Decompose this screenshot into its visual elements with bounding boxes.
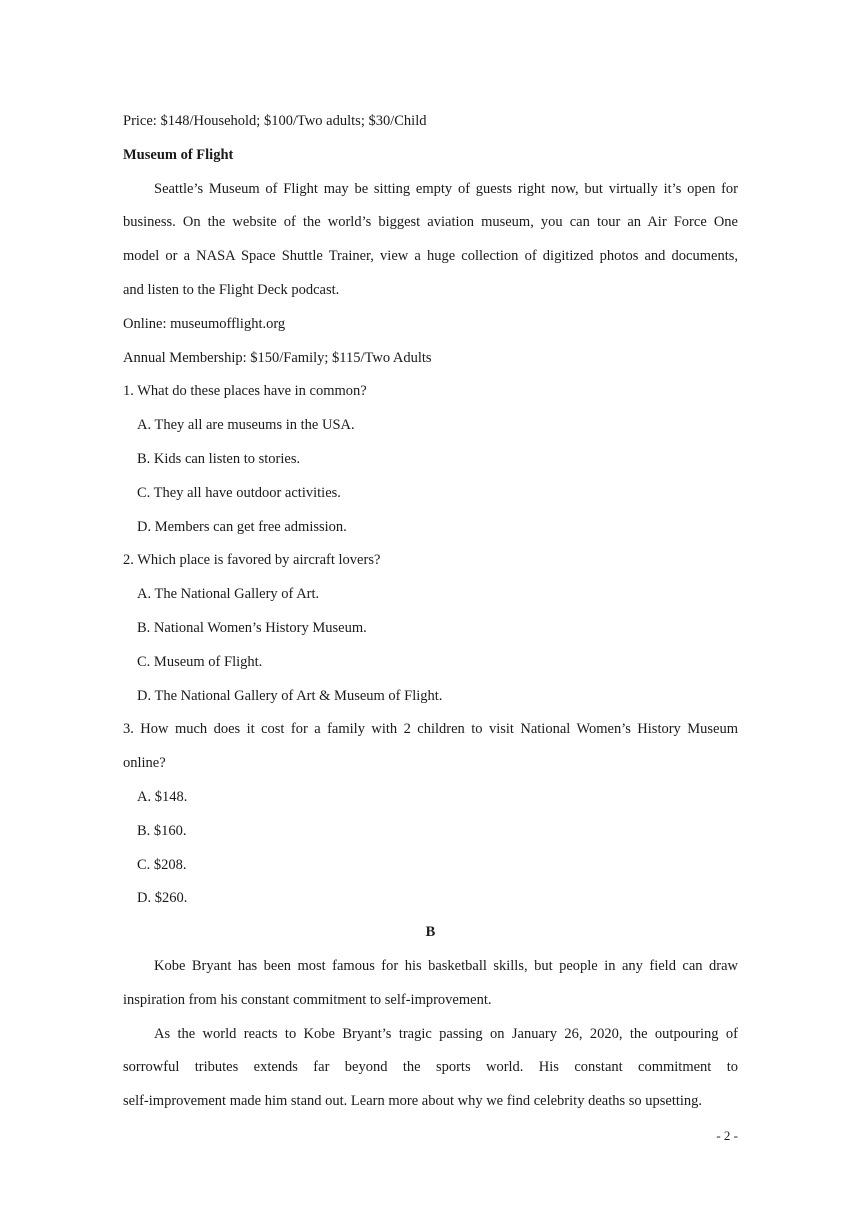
- paragraph-line: self-improvement made him stand out. Learn more about why we find celebrity deaths so upsetting.: [123, 1093, 703, 1110]
- paragraph-line: model or a NASA Space Shuttle Trainer, view a huge collection of digitized photos and documents,: [123, 248, 738, 265]
- document-page: [123, 105, 738, 1119]
- paragraph-line: business. On the website of the world’s biggest aviation museum, you can tour an Air Force One: [123, 214, 738, 231]
- paragraph-b1: [123, 950, 738, 1018]
- question-stem: 1. What do these places have in common?: [123, 383, 367, 400]
- paragraph-b2: [123, 1018, 738, 1119]
- question-stem: 3. How much does it cost for a family with 2 children to visit National Women’s History Museum: [123, 721, 738, 738]
- paragraph-line: inspiration from his constant commitment to self-improvement.: [123, 991, 492, 1008]
- paragraph-line: sorrowful tributes extends far beyond the sports world. His constant commitment to: [123, 1059, 738, 1076]
- paragraph-line: As the world reacts to Kobe Bryant’s tragic passing on January 26, 2020, the outpouring of: [154, 1025, 738, 1042]
- question-2: [123, 544, 738, 713]
- price-line: Price: $148/Household; $100/Two adults; $30/Child: [123, 113, 427, 129]
- membership-line: Annual Membership: $150/Family; $115/Two Adults: [123, 349, 432, 366]
- option-d: D. $260.: [137, 890, 188, 907]
- option-b: B. National Women’s History Museum.: [137, 619, 367, 636]
- option-b: B. $160.: [137, 822, 187, 839]
- online-line: Online: museumofflight.org: [123, 315, 286, 332]
- question-stem-continued: online?: [123, 755, 166, 772]
- question-3: [123, 713, 738, 916]
- question-stem: 2. Which place is favored by aircraft lovers?: [123, 552, 381, 569]
- option-c: C. They all have outdoor activities.: [137, 484, 341, 501]
- paragraph-line: Kobe Bryant has been most famous for his basketball skills, but people in any field can draw: [154, 957, 738, 974]
- option-d: D. Members can get free admission.: [137, 518, 347, 535]
- paragraph-line: Seattle’s Museum of Flight may be sitting empty of guests right now, but virtually it’s open for: [154, 180, 738, 197]
- option-a: A. The National Gallery of Art.: [137, 586, 320, 603]
- museum-heading: Museum of Flight: [123, 146, 234, 163]
- option-c: C. $208.: [137, 856, 187, 873]
- option-b: B. Kids can listen to stories.: [137, 450, 301, 467]
- section-heading-b: B: [425, 924, 436, 941]
- option-c: C. Museum of Flight.: [137, 653, 263, 670]
- option-a: A. They all are museums in the USA.: [137, 417, 355, 434]
- page-number: - 2 -: [716, 1128, 738, 1143]
- option-a: A. $148.: [137, 788, 188, 805]
- museum-paragraph: [123, 173, 738, 308]
- option-d: D. The National Gallery of Art & Museum of Flight.: [137, 687, 443, 704]
- question-1: [123, 375, 738, 544]
- paragraph-line: and listen to the Flight Deck podcast.: [123, 281, 340, 298]
